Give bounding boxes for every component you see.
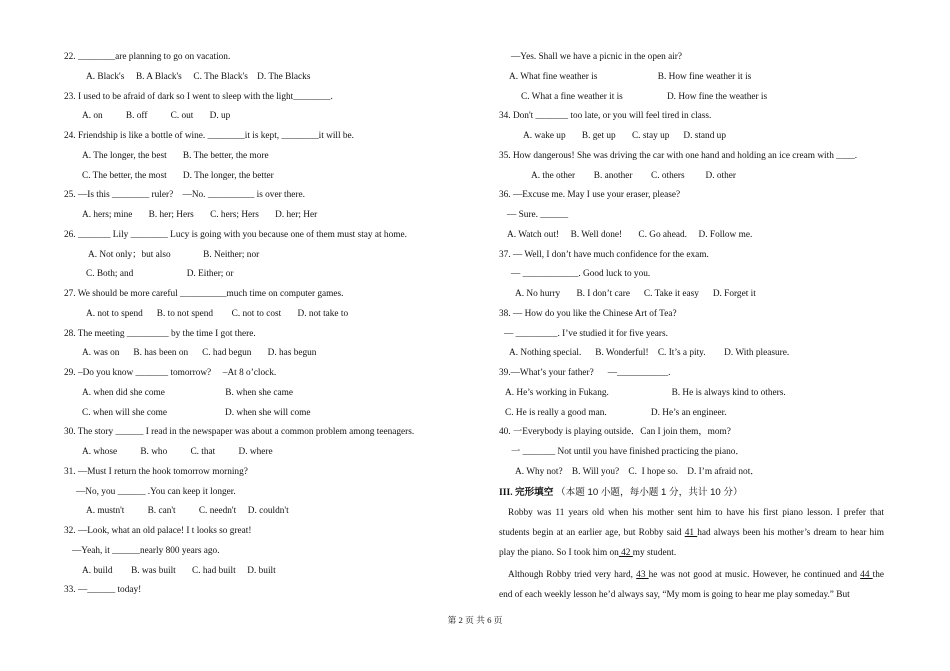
right-line: A. No hurry B. I don’t care C. Take it easy D. Forget it	[515, 289, 756, 299]
left-line: 24. Friendship is like a bottle of wine. ________it is kept, ________it will be.	[64, 131, 354, 141]
blank-41: 41	[684, 527, 698, 538]
right-line: A. the other B. another C. others D. other	[531, 170, 737, 181]
left-line: A. Black's B. A Black's C. The Black's D. The Blacks	[86, 71, 311, 82]
right-line: 36. —Excuse me. May I use your eraser, please?	[499, 190, 681, 201]
left-line: —Yeah, it ______nearly 800 years ago.	[72, 545, 220, 556]
section-note: （本题 10 小题，每小题 1 分，共计 10 分）	[556, 487, 743, 498]
left-line: 26. _______ Lily ________ Lucy is going with you because one of them must stay at home.	[64, 229, 407, 240]
left-line: 29. –Do you know _______ tomorrow? –At 8 o’clock.	[64, 368, 277, 378]
right-line: A. He’s working in Fukang. B. He is always kind to others.	[505, 387, 786, 398]
left-line: —No, you ______ .You can keep it longer.	[76, 486, 236, 497]
blank-43: 43	[636, 570, 649, 580]
left-line: A. Not only；but also B. Neither; nor	[88, 249, 260, 260]
passage-text: my student.	[632, 547, 677, 558]
right-line: C. He is really a good man. D. He’s an engineer.	[505, 407, 727, 418]
passage-text: Although Robby tried very hard,	[508, 570, 637, 580]
right-line: A. Watch out! B. Well done! C. Go ahead. D. Follow me.	[507, 229, 753, 240]
left-line: 31. —Must I return the hook tomorrow morning?	[64, 466, 248, 477]
right-line: A. Why not? B. Will you? C. I hope so. D. I’m afraid not．	[515, 466, 760, 477]
left-line: A. whose B. who C. that D. where	[82, 447, 273, 457]
left-line: 23. I used to be afraid of dark so I went to sleep with the light________.	[64, 91, 333, 102]
right-line: A. wake up B. get up C. stay up D. stand up	[523, 131, 726, 141]
right-line: 39.—What’s your father? —___________.	[499, 368, 671, 378]
blank-42: 42	[618, 547, 633, 558]
left-line: C. The better, the most D. The longer, the better	[82, 170, 274, 181]
right-line: — ____________. Good luck to you.	[511, 269, 651, 280]
left-line: A. mustn't B. can't C. needn't D. couldn't	[86, 506, 289, 517]
left-line: C. when will she come D. when she will come	[82, 407, 311, 418]
left-line: 28. The meeting _________ by the time I got there.	[64, 328, 256, 339]
right-line: A. What fine weather is B. How fine weather it is	[509, 71, 752, 82]
left-line: 27. We should be more careful __________much time on computer games.	[64, 289, 344, 299]
left-line: 22. ________are planning to go on vacation.	[64, 52, 231, 62]
left-line: A. not to spend B. to not spend C. not to cost D. not take to	[86, 308, 349, 319]
left-line: 33. —______ today!	[64, 585, 142, 596]
left-line: 25. —Is this ________ ruler? —No. __________ is over there.	[64, 190, 305, 201]
left-line: A. The longer, the best B. The better, the more	[82, 150, 269, 161]
passage-text: he was not good at music. However, he continued and	[648, 570, 861, 580]
section-label: III. 完形填空	[499, 487, 554, 498]
left-line: A. hers; mine B. her; Hers C. hers; Hers D. her; Her	[82, 210, 318, 220]
page-footer: 第 2 页 共 6 页	[447, 615, 503, 625]
passage-paragraph-2	[499, 566, 884, 606]
passage-text: had always been his mother’s dream to hear him play the piano. So I took him on	[499, 527, 884, 558]
left-line: 30. The story ______ I read in the newspaper was about a common problem among teenagers.	[64, 427, 415, 438]
left-line: C. Both; and D. Either; or	[86, 269, 234, 280]
right-line: —Yes. Shall we have a picnic in the open air?	[511, 52, 683, 62]
section-heading	[499, 487, 743, 499]
right-line: 40. 一Everybody is playing outside．Can I join them，mom?	[499, 427, 731, 438]
passage-text: the end of each weekly lesson he’d always say, “My mom is going to hear me play someday.” But	[499, 570, 884, 600]
left-line: A. build B. was built C. had built D. built	[82, 565, 276, 576]
right-line: — Sure. ______	[507, 210, 569, 220]
right-line: 34. Don't _______ too late, or you will feel tired in class.	[499, 111, 712, 122]
left-line: 32. —Look, what an old palace! I t looks so great!	[64, 526, 252, 536]
right-line: 37. — Well, I don’t have much confidence for the exam.	[499, 249, 709, 260]
right-line: 35. How dangerous! She was driving the car with one hand and holding an ice cream with ____.	[499, 150, 858, 161]
left-line: A. was on B. has been on C. had begun D. has begun	[82, 348, 317, 359]
left-line: A. when did she come B. when she came	[82, 387, 293, 398]
right-line: A. Nothing special. B. Wonderful! C. It’s a pity. D. With pleasure.	[509, 348, 790, 359]
passage-paragraph-1	[499, 504, 884, 563]
passage-text: Robby was 11 years old when his mother sent him to have his first piano lesson. I prefer that students begin at an earlier age, but Robby said	[499, 508, 884, 538]
blank-44: 44	[860, 570, 873, 580]
right-line: — _________. I’ve studied it for five years.	[504, 328, 668, 339]
right-line: C. What a fine weather it is D. How fine the weather is	[521, 91, 768, 102]
right-line: 38. — How do you like the Chinese Art of Tea?	[499, 308, 677, 319]
left-line: A. on B. off C. out D. up	[82, 111, 231, 122]
right-line: 一 _______ Not until you have finished practicing the piano．	[511, 447, 745, 457]
